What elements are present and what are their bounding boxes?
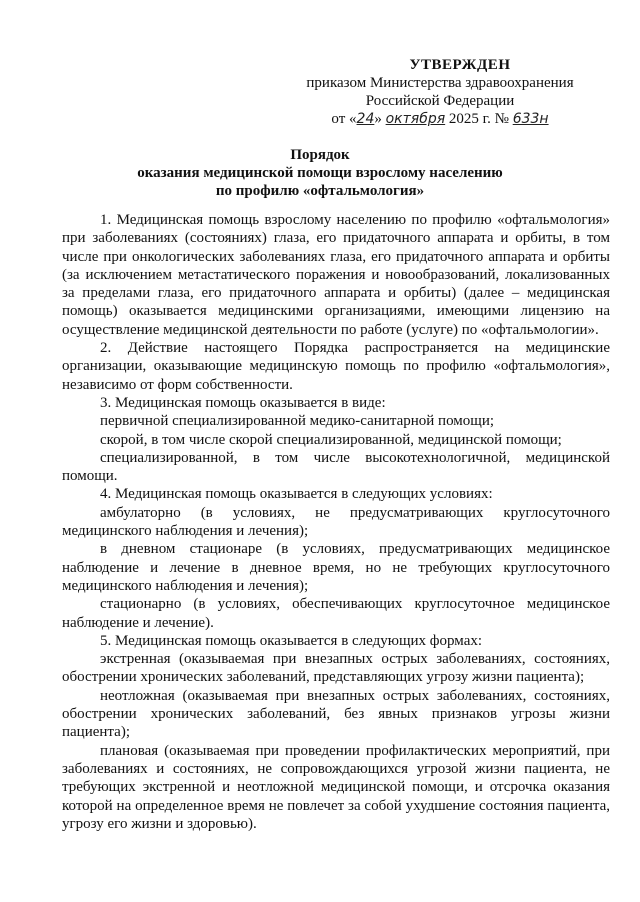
approval-line-ministry: приказом Министерства здравоохранения xyxy=(306,75,574,91)
document-body xyxy=(62,211,610,833)
document-title xyxy=(60,146,580,200)
date-mid-1: » xyxy=(374,111,386,127)
paragraph-3-item-emergency: скорой, в том числе скорой специализированной, медицинской помощи; xyxy=(100,431,562,448)
paragraph-3: 3. Медицинская помощь оказывается в виде: xyxy=(100,394,386,411)
paragraph-1: 1. Медицинская помощь взрослому населению по профилю «офтальмология» при заболеваниях (состояниях) глаза, его придаточного аппарата и орбиты, в том числе при онкологических заболеваниях глаза, его придаточного аппарата и орбиты (за исключением метастатического поражения и новообразований, локализованных за пределами глаза, его придаточного аппарата и орбиты) (далее – медицинская помощь) оказывается медицинскими организациями, имеющими лицензию на осуществление медицинской деятельности по работе (услуге) по «офтальмологии». xyxy=(62,212,610,338)
title-line-1: Порядок xyxy=(290,147,350,163)
paragraph-5-item-emergency: экстренная (оказываемая при внезапных острых заболеваниях, состояниях, обострении хронических заболеваний, представляющих угрозу жизни пациента); xyxy=(62,651,610,686)
order-date-line xyxy=(300,110,580,128)
paragraph-4-item-outpatient: амбулаторно (в условиях, не предусматривающих круглосуточного медицинского наблюдения и лечения); xyxy=(62,504,610,540)
paragraph-4-item-day-hospital: в дневном стационаре (в условиях, предусматривающих медицинское наблюдение и лечение в дневное время, но не требующих круглосуточного медицинского наблюдения и лечения); xyxy=(62,541,610,594)
paragraph-5: 5. Медицинская помощь оказывается в следующих формах: xyxy=(100,632,483,649)
handwritten-order-number: 633н xyxy=(512,111,549,127)
paragraph-3-item-primary: первичной специализированной медико-санитарной помощи; xyxy=(100,413,495,430)
approval-stamp xyxy=(300,56,580,128)
paragraph-4: 4. Медицинская помощь оказывается в следующих условиях: xyxy=(100,486,493,503)
handwritten-month: октября xyxy=(385,111,446,127)
paragraph-5-item-planned: плановая (оказываемая при проведении профилактических мероприятий, при заболеваниях и состояниях, не сопровождающихся угрозой жизни пациента, не требующих экстренной и неотложной медицинской помощи, и отсрочка оказания которой на определенное время не повлечет за собой ухудшение состояния пациента, угрозу его жизни и здоровью). xyxy=(62,742,610,832)
date-prefix: от « xyxy=(331,111,357,127)
paragraph-2: 2. Действие настоящего Порядка распространяется на медицинские организации, оказывающие медицинскую помощь по профилю «офтальмология», независимо от форм собственности. xyxy=(62,340,610,393)
paragraph-3-item-specialized: специализированной, в том числе высокотехнологичной, медицинской помощи. xyxy=(62,449,610,485)
title-line-3: по профилю «офтальмология» xyxy=(215,183,425,199)
approved-heading: УТВЕРЖДЕН xyxy=(409,57,511,73)
approval-line-federation: Российской Федерации xyxy=(365,93,515,109)
paragraph-5-item-urgent: неотложная (оказываемая при внезапных острых заболеваниях, состояниях, обострении хронических заболеваний, без явных признаков угрозы жизни пациента); xyxy=(62,687,610,741)
date-mid-2: 2025 г. № xyxy=(445,111,513,127)
title-line-2: оказания медицинской помощи взрослому населению xyxy=(137,165,503,181)
handwritten-day: 24 xyxy=(356,111,375,127)
paragraph-4-item-inpatient: стационарно (в условиях, обеспечивающих круглосуточное медицинское наблюдение и лечение). xyxy=(62,596,610,631)
